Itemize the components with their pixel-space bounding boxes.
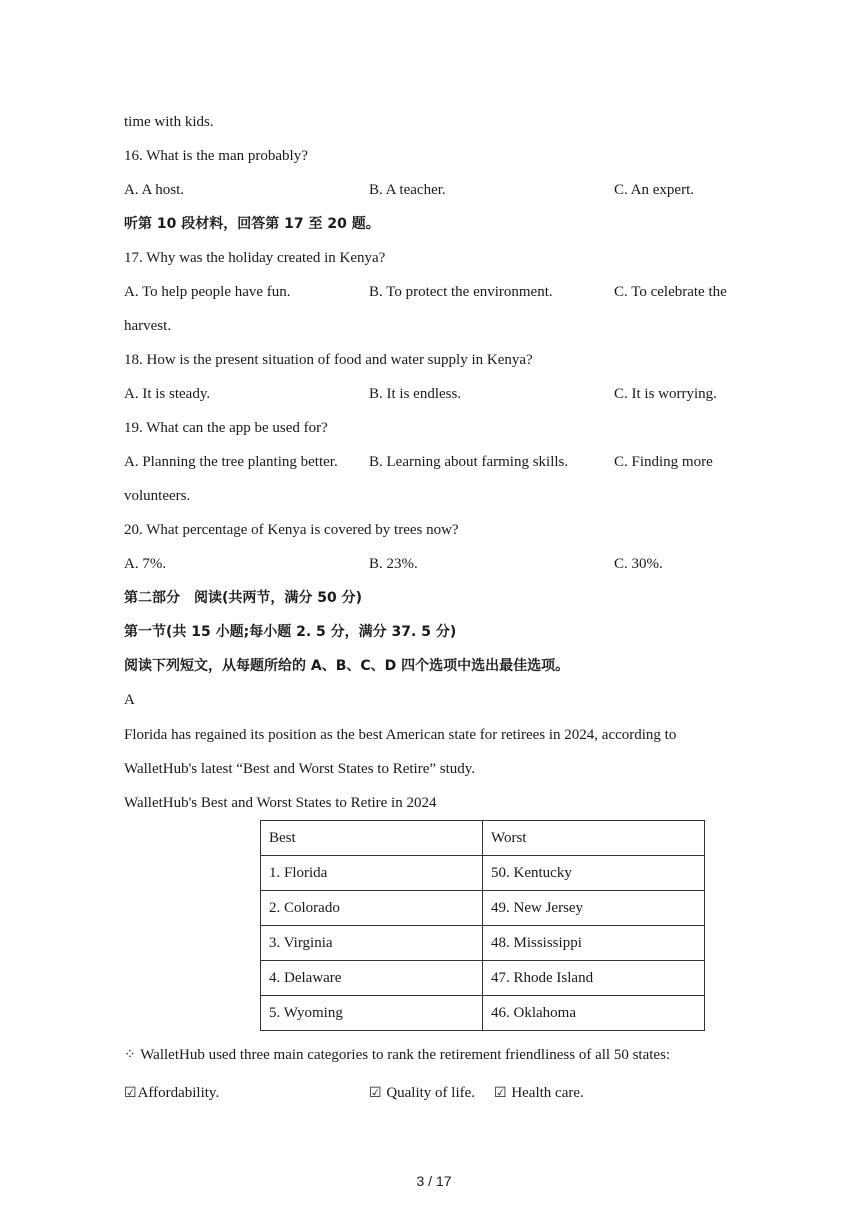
option-a: A. A host. bbox=[124, 182, 185, 198]
question-18: 18. How is the present situation of food and water supply in Kenya? bbox=[124, 352, 533, 368]
table-cell: 49. New Jersey bbox=[483, 891, 705, 926]
section-heading: 听第 10 段材料，回答第 17 至 20 题。 bbox=[124, 216, 380, 232]
table-cell: 3. Virginia bbox=[261, 926, 483, 961]
category-label: Quality of life. bbox=[386, 1085, 476, 1101]
option-a: A. Planning the tree planting better. bbox=[124, 454, 338, 470]
table-cell: 5. Wyoming bbox=[261, 996, 483, 1031]
table-title: WalletHub's Best and Worst States to Retire in 2024 bbox=[124, 795, 437, 811]
question-16: 16. What is the man probably? bbox=[124, 148, 308, 164]
table-cell: 47. Rhode Island bbox=[483, 961, 705, 996]
passage-text: Florida has regained its position as the best American state for retirees in 2024, according to bbox=[124, 727, 677, 743]
checkbox-checked-icon: ☑ bbox=[494, 1085, 507, 1101]
table-header: Worst bbox=[483, 821, 705, 856]
table-header: Best bbox=[261, 821, 483, 856]
option-a: A. 7%. bbox=[124, 556, 167, 572]
table-cell: 2. Colorado bbox=[261, 891, 483, 926]
table-cell: 46. Oklahoma bbox=[483, 996, 705, 1031]
checkbox-checked-icon: ☑ bbox=[124, 1085, 137, 1101]
rankings-table bbox=[260, 820, 705, 1031]
option-c: C. An expert. bbox=[614, 182, 694, 198]
option-b: B. 23%. bbox=[369, 556, 418, 572]
option-b: B. A teacher. bbox=[369, 182, 446, 198]
table-row bbox=[261, 996, 705, 1031]
checkbox-checked-icon: ☑ bbox=[369, 1085, 382, 1101]
table-row bbox=[261, 926, 705, 961]
option-c: C. It is worrying. bbox=[614, 386, 717, 402]
question-20: 20. What percentage of Kenya is covered by trees now? bbox=[124, 522, 459, 538]
option-b: B. Learning about farming skills. bbox=[369, 454, 569, 470]
text-line: time with kids. bbox=[124, 114, 214, 130]
question-17: 17. Why was the holiday created in Kenya? bbox=[124, 250, 386, 266]
option-c: C. Finding more bbox=[614, 454, 713, 470]
option-c: C. To celebrate the bbox=[614, 284, 727, 300]
diamond-dots-icon: ⁘ bbox=[124, 1047, 136, 1063]
category-item bbox=[494, 1083, 584, 1103]
option-c-continued: harvest. bbox=[124, 318, 172, 334]
option-b: B. It is endless. bbox=[369, 386, 462, 402]
table-row bbox=[261, 891, 705, 926]
table-row bbox=[261, 856, 705, 891]
bullet-line bbox=[124, 1045, 670, 1065]
category-item bbox=[124, 1083, 219, 1103]
page-number: 3 / 17 bbox=[416, 1173, 452, 1189]
table-header-row bbox=[261, 821, 705, 856]
table-cell: 50. Kentucky bbox=[483, 856, 705, 891]
instructions: 阅读下列短文，从每题所给的 A、B、C、D 四个选项中选出最佳选项。 bbox=[124, 658, 570, 674]
option-a: A. It is steady. bbox=[124, 386, 211, 402]
bullet-text: WalletHub used three main categories to rank the retirement friendliness of all 50 states: bbox=[140, 1047, 671, 1063]
category-item bbox=[369, 1083, 475, 1103]
table-row bbox=[261, 961, 705, 996]
option-c-continued: volunteers. bbox=[124, 488, 191, 504]
passage-label: A bbox=[124, 692, 135, 708]
table-cell: 4. Delaware bbox=[261, 961, 483, 996]
table-cell: 48. Mississippi bbox=[483, 926, 705, 961]
question-19: 19. What can the app be used for? bbox=[124, 420, 328, 436]
passage-text: WalletHub's latest “Best and Worst States to Retire” study. bbox=[124, 761, 476, 777]
category-label: Affordability. bbox=[137, 1085, 220, 1101]
part-heading: 第二部分 阅读(共两节，满分 50 分) bbox=[124, 590, 363, 606]
category-label: Health care. bbox=[511, 1085, 584, 1101]
option-c: C. 30%. bbox=[614, 556, 663, 572]
option-b: B. To protect the environment. bbox=[369, 284, 553, 300]
option-a: A. To help people have fun. bbox=[124, 284, 291, 300]
section-heading: 第一节(共 15 小题;每小题 2. 5 分，满分 37. 5 分) bbox=[124, 624, 457, 640]
table-cell: 1. Florida bbox=[261, 856, 483, 891]
